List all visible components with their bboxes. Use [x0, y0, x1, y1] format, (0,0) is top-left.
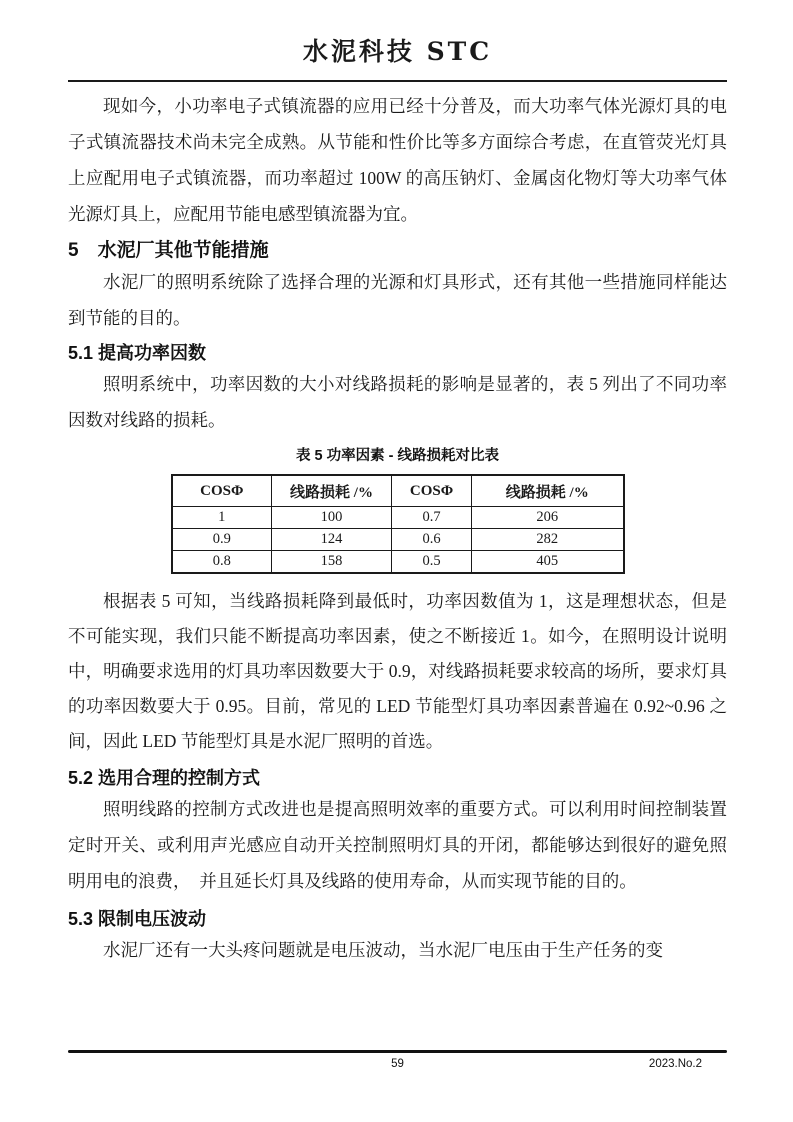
- section-5-heading: 5 水泥厂其他节能措施: [68, 240, 269, 261]
- intro-paragraph: 现如今，小功率电子式镇流器的应用已经十分普及，而大功率气体光源灯具的电子式镇流器技术尚未完全成熟。从节能和性价比等多方面综合考虑，在直管荧光灯具上应配用电子式镇流器，而功率超过 100W 的高压钠灯、金属卤化物灯等大功率气体光源灯具上，应配用节能电感型镇流器为宜。: [68, 96, 727, 224]
- table-row: [172, 529, 624, 551]
- table-cell: 0.6: [392, 529, 472, 551]
- section-5-3-paragraph: 水泥厂还有一大头疼问题就是电压波动，当水泥厂电压由于生产任务的变: [103, 940, 663, 960]
- footer-row: [68, 1057, 727, 1072]
- table-cell: 0.9: [172, 529, 272, 551]
- page-footer: [68, 1050, 727, 1072]
- footer-rule: [68, 1050, 727, 1053]
- table-cell: 405: [472, 551, 624, 574]
- page-number: 59: [391, 1058, 404, 1070]
- table-row: [172, 507, 624, 529]
- table-header-cell: 线路损耗 /%: [272, 475, 392, 507]
- table-cell: 1: [172, 507, 272, 529]
- table-row: [172, 551, 624, 574]
- section-5-2-heading: 5.2 选用合理的控制方式: [68, 768, 261, 788]
- table-cell: 124: [272, 529, 392, 551]
- table-header-cell: 线路损耗 /%: [472, 475, 624, 507]
- journal-title: 水泥科技 STC: [302, 37, 493, 66]
- section-5-1-heading: 5.1 提高功率因数: [68, 343, 207, 363]
- table-header-cell: COSΦ: [172, 475, 272, 507]
- table-cell: 0.5: [392, 551, 472, 574]
- table-cell: 158: [272, 551, 392, 574]
- table-cell: 206: [472, 507, 624, 529]
- section-5-2-paragraph: 照明线路的控制方式改进也是提高照明效率的重要方式。可以利用时间控制装置定时开关、或利用声光感应自动开关控制照明灯具的开闭，都能够达到很好的避免照明用电的浪费， 并且延长灯具及线路的使用寿命，从而实现节能的目的。: [68, 799, 727, 891]
- issue-label: 2023.No.2: [648, 1058, 702, 1070]
- table-cell: 282: [472, 529, 624, 551]
- table-cell: 100: [272, 507, 392, 529]
- table-cell: 0.7: [392, 507, 472, 529]
- table-header-row: [172, 475, 624, 507]
- section-5-1-paragraph-after-table: 根据表 5 可知，当线路损耗降到最低时，功率因数值为 1，这是理想状态，但是不可能实现，我们只能不断提高功率因素，使之不断接近 1。如今，在照明设计说明中，明确要求选用的灯具功率因数要大于 0.9，对线路损耗要求较高的场所，要求灯具的功率因数要大于 0.95。目前，常见的 LED 节能型灯具功率因素普遍在 0.92~0.96 之间，因此 LED 节能型灯具是水泥厂照明的首选。: [68, 591, 727, 751]
- section-5-1-paragraph-before-table: 照明系统中，功率因数的大小对线路损耗的影响是显著的，表 5 列出了不同功率因数对线路的损耗。: [68, 374, 727, 430]
- table-header-cell: COSΦ: [392, 475, 472, 507]
- header-rule: [68, 80, 727, 82]
- section-5-paragraph: 水泥厂的照明系统除了选择合理的光源和灯具形式，还有其他一些措施同样能达到节能的目的。: [68, 272, 727, 328]
- table-caption: 表 5 功率因素 - 线路损耗对比表: [295, 448, 499, 464]
- table-cell: 0.8: [172, 551, 272, 574]
- power-factor-table: [171, 474, 625, 574]
- section-5-3-heading: 5.3 限制电压波动: [68, 909, 207, 929]
